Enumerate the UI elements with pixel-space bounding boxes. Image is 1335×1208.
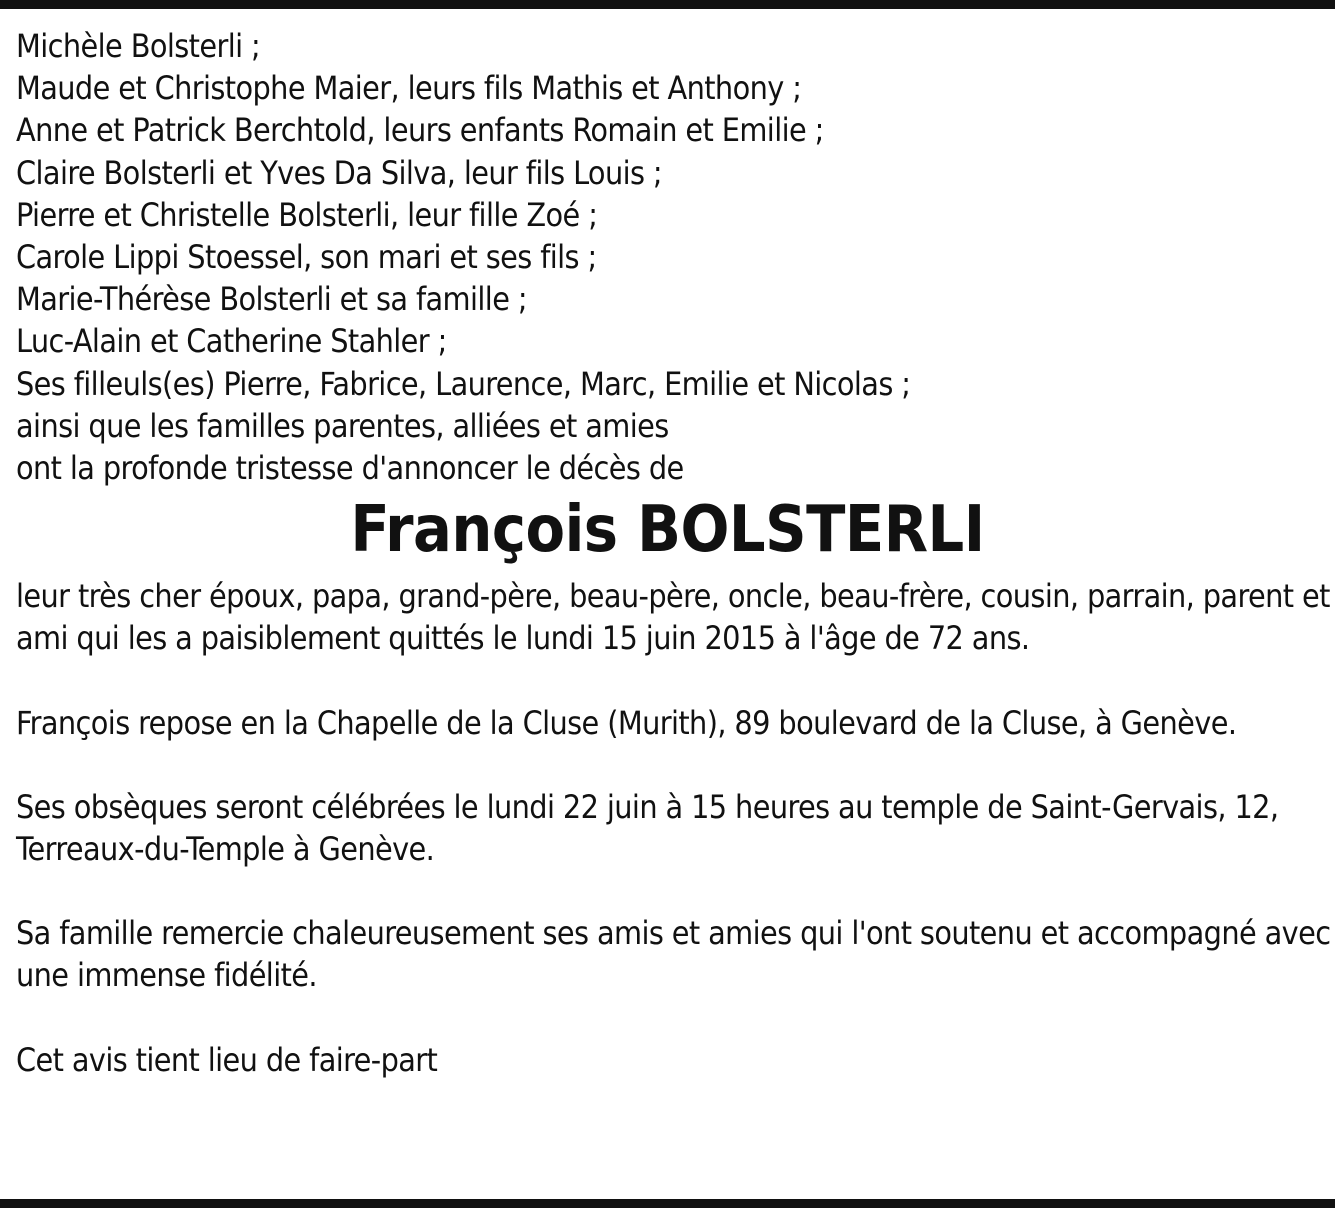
closing-line: Cet avis tient lieu de faire-part [16, 1040, 438, 1079]
funeral-details-paragraph: Ses obsèques seront célébrées le lundi 22 juin à 15 heures au temple de Saint-Gervais, 12, Terreaux-du-Temple à Genève. [16, 787, 1279, 869]
mourner-line: Claire Bolsterli et Yves Da Silva, leur fils Louis ; [16, 153, 663, 192]
thanks-paragraph: Sa famille remercie chaleureusement ses amis et amies qui l'ont soutenu et accompagné avec une immense fidélité. [16, 914, 1331, 995]
bottom-border-rule [0, 1199, 1335, 1208]
mourner-line: Maude et Christophe Maier, leurs fils Mathis et Anthony ; [16, 69, 802, 108]
mourners-list [16, 25, 1331, 447]
mourner-line: Ses filleuls(es) Pierre, Fabrice, Laurence, Marc, Emilie et Nicolas ; [16, 364, 911, 403]
death-notice [16, 25, 1331, 1081]
tribute-paragraph: leur très cher époux, papa, grand-père, beau-père, oncle, beau-frère, cousin, parrain, parent et ami qui les a paisiblement quittés le lundi 15 juin 2015 à l'âge de 72 ans. [16, 577, 1330, 658]
resting-place-paragraph: François repose en la Chapelle de la Cluse (Murith), 89 boulevard de la Cluse, à Genève. [16, 703, 1237, 742]
mourner-line: Pierre et Christelle Bolsterli, leur fille Zoé ; [16, 195, 598, 234]
mourner-line: Anne et Patrick Berchtold, leurs enfants Romain et Emilie ; [16, 111, 824, 150]
mourner-line: ainsi que les familles parentes, alliées et amies [16, 406, 669, 445]
mourner-line: Luc-Alain et Catherine Stahler ; [16, 322, 447, 361]
announcement-line: ont la profonde tristesse d'annoncer le décès de [16, 449, 684, 488]
mourner-line: Carole Lippi Stoessel, son mari et ses fils ; [16, 238, 597, 277]
mourner-line: Michèle Bolsterli ; [16, 27, 261, 65]
top-border-rule [0, 0, 1335, 9]
deceased-name: François BOLSTERLI [350, 493, 985, 568]
mourner-line: Marie-Thérèse Bolsterli et sa famille ; [16, 280, 527, 319]
